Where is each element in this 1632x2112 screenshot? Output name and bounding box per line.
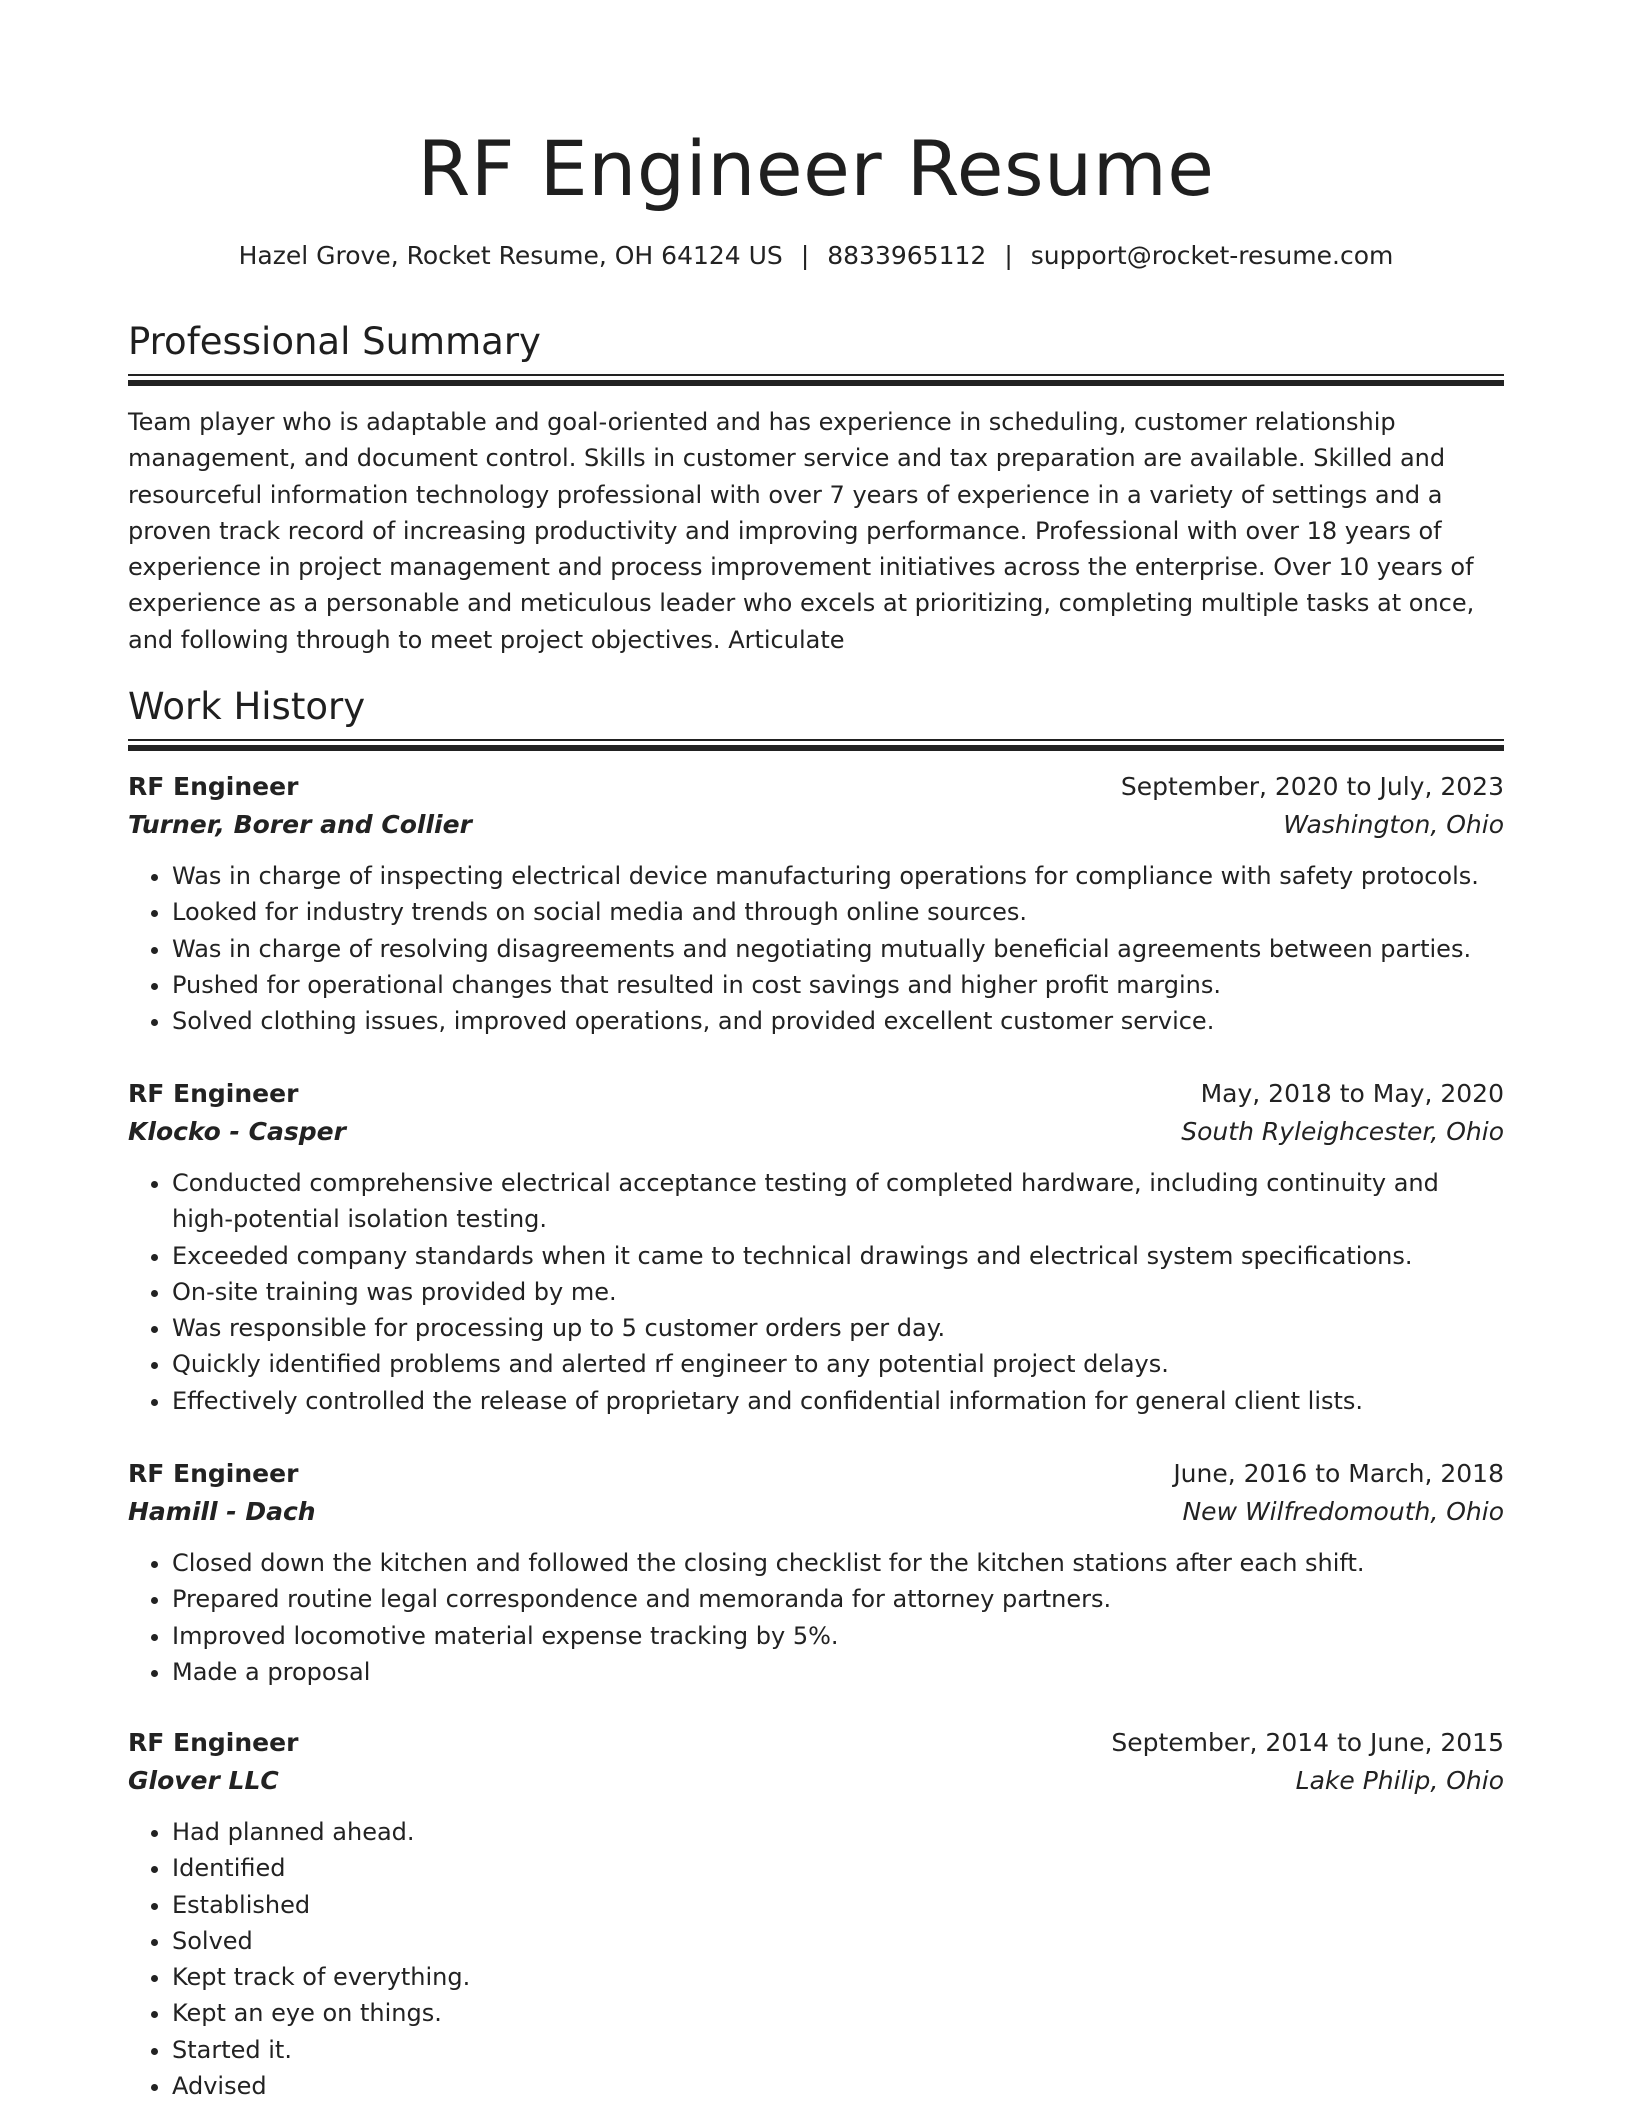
job-dates: September, 2020 to July, 2023 xyxy=(1120,772,1504,801)
job-bullet: • Had planned ahead. xyxy=(172,1814,1504,1850)
summary-text: Team player who is adaptable and goal-oriented and has experience in scheduling, customer relationship management, and document control. Skills in customer service and tax preparation are available. Skilled and resourceful information technology professional with over 7 years of experience in a variety of settings and a proven track record of increasing productivity and improving performance. Professional with over 18 years of experience in project management and process improvement initiatives across the enterprise. Over 10 years of experience as a personable and meticulous leader who excels at prioritizing, completing multiple tasks at once, and following through to meet project objectives. Articulate xyxy=(128,408,1475,654)
job-bullet: • Solved xyxy=(172,1923,1504,1959)
contact-address: Hazel Grove, Rocket Resume, OH 64124 US xyxy=(238,241,783,270)
job-bullet: • Established xyxy=(172,1887,1504,1923)
company-name: Turner, Borer and Collier xyxy=(128,810,472,839)
job-bullet: • Conducted comprehensive electrical acceptance testing of completed hardware, including continuity and high-potential isolation testing. xyxy=(172,1165,1504,1238)
job-bullet: • Improved locomotive material expense tracking by 5%. xyxy=(172,1618,1504,1654)
job-bullet: • Solved clothing issues, improved operations, and provided excellent customer service. xyxy=(172,1003,1504,1039)
contact-line xyxy=(128,238,1504,274)
job-location: Washington, Ohio xyxy=(1283,810,1504,839)
contact-separator: | xyxy=(800,241,810,270)
job-bullets xyxy=(128,1545,1504,1690)
job-dates: June, 2016 to March, 2018 xyxy=(1173,1459,1504,1488)
job-entry xyxy=(128,1724,1504,2104)
job-bullet: • Identified xyxy=(172,1850,1504,1886)
contact-separator: | xyxy=(1004,241,1013,270)
job-dates: September, 2014 to June, 2015 xyxy=(1111,1728,1504,1757)
job-bullet: • Was responsible for processing up to 5 customer orders per day. xyxy=(172,1310,1504,1346)
section-divider xyxy=(128,739,1504,751)
job-bullet: • Advised xyxy=(172,2068,1504,2104)
job-bullet: • Kept track of everything. xyxy=(172,1959,1504,1995)
job-bullet: • Closed down the kitchen and followed the closing checklist for the kitchen stations after each shift. xyxy=(172,1545,1504,1581)
resume-title: RF Engineer Resume xyxy=(417,124,1215,213)
job-bullet: • Looked for industry trends on social media and through online sources. xyxy=(172,894,1504,930)
job-bullet: • Exceeded company standards when it came to technical drawings and electrical system specifications. xyxy=(172,1238,1504,1274)
job-bullet: • Pushed for operational changes that resulted in cost savings and higher profit margins. xyxy=(172,967,1504,1003)
job-bullet: • Effectively controlled the release of proprietary and confidential information for general client lists. xyxy=(172,1383,1504,1419)
job-bullets xyxy=(128,1165,1504,1419)
job-location: South Ryleighcester, Ohio xyxy=(1181,1117,1504,1146)
summary-heading: Professional Summary xyxy=(128,320,541,363)
job-bullet: • Prepared routine legal correspondence and memoranda for attorney partners. xyxy=(172,1581,1504,1617)
company-name: Klocko - Casper xyxy=(128,1117,346,1146)
job-bullet: • Quickly identified problems and alerted rf engineer to any potential project delays. xyxy=(172,1346,1504,1382)
job-bullet: • On-site training was provided by me. xyxy=(172,1274,1504,1310)
job-title: RF Engineer xyxy=(128,772,299,801)
job-bullet: • Kept an eye on things. xyxy=(172,1995,1504,2031)
work-history-heading: Work History xyxy=(128,685,366,728)
job-bullets xyxy=(128,1814,1504,2104)
job-entry xyxy=(128,1075,1504,1419)
job-location: New Wilfredomouth, Ohio xyxy=(1182,1497,1504,1526)
contact-phone: 8833965112 xyxy=(827,241,987,270)
job-bullets xyxy=(128,858,1504,1039)
job-entry xyxy=(128,768,1504,1039)
job-location: Lake Philip, Ohio xyxy=(1295,1766,1504,1795)
section-divider xyxy=(128,374,1504,386)
job-entry xyxy=(128,1455,1504,1690)
job-bullet: • Was in charge of inspecting electrical device manufacturing operations for compliance with safety protocols. xyxy=(172,858,1504,894)
job-bullet: • Made a proposal xyxy=(172,1654,1504,1690)
job-bullet: • Started it. xyxy=(172,2032,1504,2068)
job-title: RF Engineer xyxy=(128,1728,299,1757)
company-name: Hamill - Dach xyxy=(128,1497,316,1526)
job-dates: May, 2018 to May, 2020 xyxy=(1200,1079,1504,1108)
contact-email: support@rocket-resume.com xyxy=(1030,241,1394,270)
company-name: Glover LLC xyxy=(128,1766,279,1795)
job-title: RF Engineer xyxy=(128,1079,299,1108)
job-title: RF Engineer xyxy=(128,1459,299,1488)
job-bullet: • Was in charge of resolving disagreements and negotiating mutually beneficial agreements between parties. xyxy=(172,931,1504,967)
